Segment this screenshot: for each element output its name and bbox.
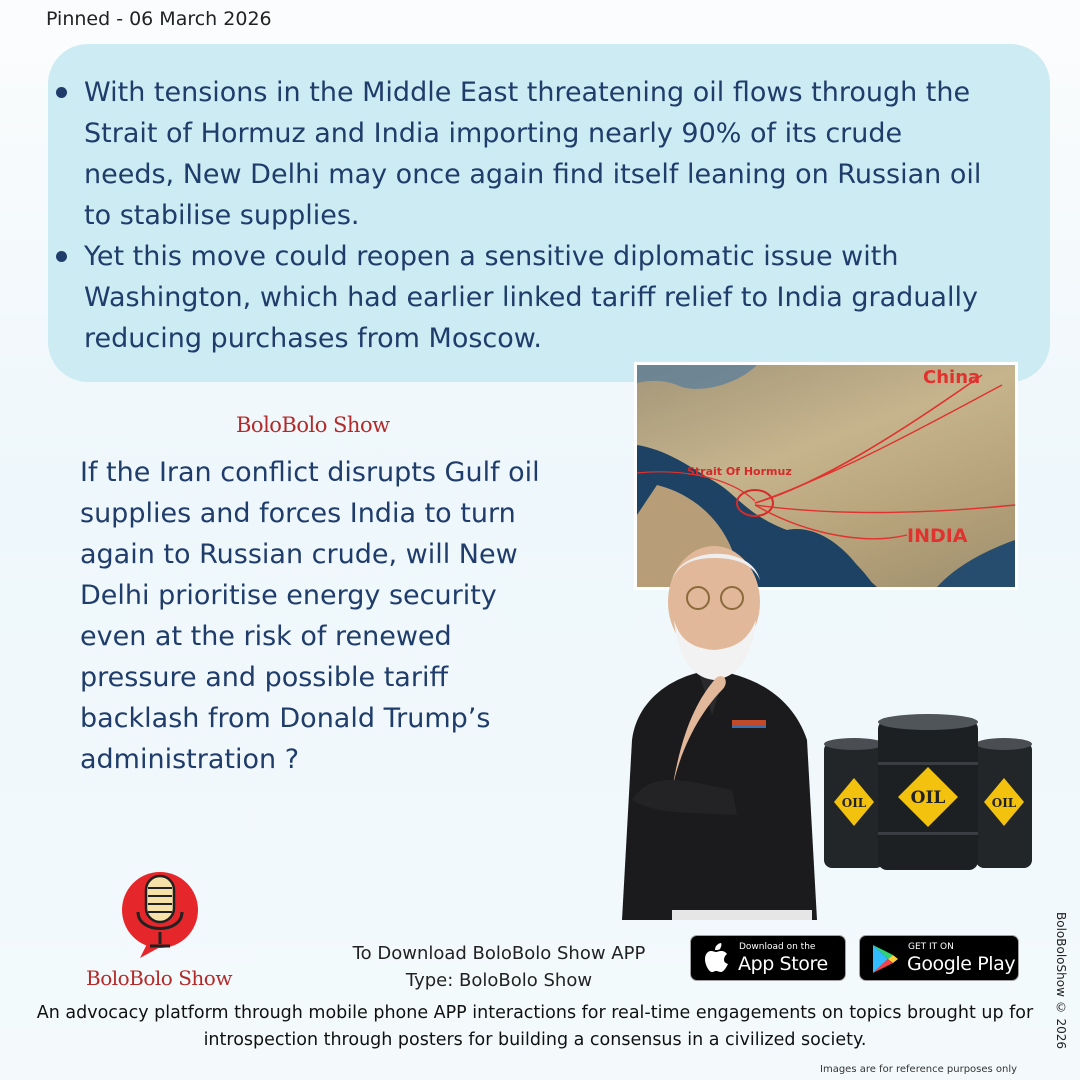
bolobolo-microphone-logo	[118, 866, 202, 962]
app-store-small-text: Download on the	[739, 942, 816, 952]
thinking-man-illustration	[612, 540, 822, 920]
map-label-china: China	[923, 367, 981, 388]
brand-logo-text: BoloBolo Show	[86, 966, 232, 990]
barrel-label-left: OIL	[841, 796, 867, 810]
pinned-date: Pinned - 06 March 2026	[46, 8, 272, 30]
download-line-2: Type: BoloBolo Show	[405, 970, 593, 991]
copyright-vertical: BoloBoloShow © 2026	[1054, 912, 1068, 1050]
app-store-big-text: App Store	[738, 953, 828, 975]
summary-bullets	[56, 72, 986, 359]
question-text: If the Iran conflict disrupts Gulf oil supplies and forces India to turn again to Russian crude, will New Delhi prioritise energy security even at the risk of renewed pressure and possible tariff backlash from Donald Trump’s administration ?	[80, 457, 540, 775]
google-play-button[interactable]	[859, 935, 1019, 981]
apple-icon	[703, 942, 733, 976]
barrel-label-right: OIL	[991, 796, 1017, 810]
platform-tagline: An advocacy platform through mobile phone APP interactions for real-time engagements on topics brought up for introspection through posters for building a consensus in a civilized society.	[36, 1003, 1034, 1050]
map-label-india: INDIA	[907, 525, 968, 547]
download-line-1: To Download BoloBolo Show APP	[352, 943, 646, 964]
barrel-label-center: OIL	[910, 788, 946, 808]
bullet-item: Yet this move could reopen a sensitive diplomatic issue with Washington, which had earlier linked tariff relief to India gradually reducing purchases from Moscow.	[56, 236, 986, 359]
map-label-hormuz: Strait Of Hormuz	[687, 465, 792, 478]
google-play-big-text: Google Play	[907, 953, 1016, 975]
google-play-icon	[870, 943, 900, 975]
oil-barrels-illustration	[820, 712, 1040, 872]
brand-title: BoloBolo Show	[236, 413, 390, 437]
bullet-item: With tensions in the Middle East threatening oil flows through the Strait of Hormuz and India importing nearly 90% of its crude needs, New Delhi may once again find itself leaning on Russian oil to stabilise supplies.	[56, 72, 986, 236]
app-store-button[interactable]	[690, 935, 846, 981]
image-disclaimer: Images are for reference purposes only	[820, 1064, 1018, 1075]
download-instructions	[324, 940, 674, 994]
google-play-small-text: GET IT ON	[908, 942, 954, 952]
